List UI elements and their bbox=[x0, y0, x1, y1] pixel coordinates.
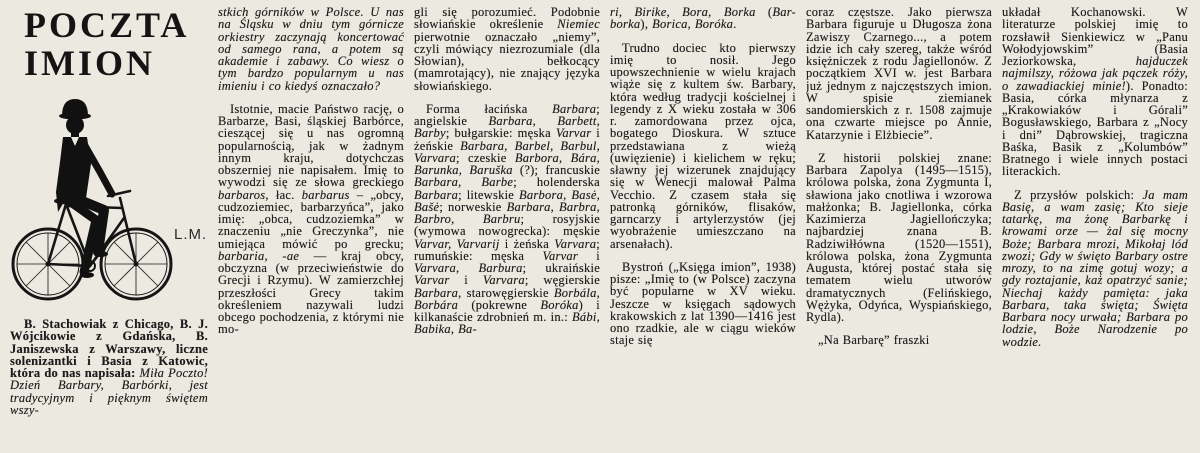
text-run: ri, Birike, Bora, Borka bbox=[610, 6, 756, 19]
paragraph bbox=[610, 42, 796, 250]
text-run: , łac. bbox=[265, 187, 302, 202]
cyclist-illustration bbox=[4, 92, 176, 304]
text-run: Barbara, Barbett, Barby bbox=[414, 114, 600, 141]
text-run: pierwotnie oznaczało „niemy”, czyli mówiący niezrozumiale (dla Słowian), bełkocący (mamrotający), nie znający języka słowiańskiego. bbox=[414, 29, 600, 93]
text-run: Barbora, Bára, Barunka, Baruška bbox=[414, 150, 600, 177]
text-run: Trudno dociec kto pierwszy imię to nosił. Jego upowszechnienie w wielu krajach wiąże się z kultem św. Barbary, która według tradycji kościelnej i legendy z X wieku została w 306 r. zamordowana przez ojca, bogatego Dioskura. W sztuce przedstawiana z wieżą (uwięzienie) i kielichem w ręku; sławny jej wizerunek znajdujący się w Wenecji malował Palma Vecchio. Z czasem stała się patronką górników, flisaków, garncarzy i artylerzystów (jej wyobrażenie umieszczano na arsenałach). bbox=[610, 40, 796, 251]
text-run: ; rosyjskie (wymowa nowogrecka): męskie bbox=[414, 212, 600, 239]
text-run: ; węgierskie bbox=[524, 273, 600, 288]
title-line-2: IMION bbox=[24, 43, 155, 83]
text-run: i żeńska bbox=[499, 236, 555, 251]
text-run: barbarus bbox=[301, 187, 350, 202]
text-run: ; norweskie bbox=[439, 199, 507, 214]
text-run: i bbox=[578, 248, 600, 263]
text-run: Z przysłów polskich: bbox=[1014, 187, 1143, 202]
text-run: – „obcy, cudzoziemiec, barbarzyńca”, jako imię: „obca, cudzoziemka” w znaczeniu „nie Greczynka”, nie umiejąca mówić po grecku; bbox=[218, 187, 404, 251]
paragraph bbox=[806, 152, 992, 324]
text-run: Barbara bbox=[552, 101, 597, 116]
text-run: (pokrewne bbox=[458, 297, 541, 312]
text-run: Istotnie, macie Państwo rację, o Barbarze, Basi, śląskiej Barbórce, cieszącej się u nas ogromną popularnością, jak w żadnym innym kraju, dotychczas obszerniej nie napisałem. Imię to wywodzi się ze słowa greckiego bbox=[218, 101, 404, 190]
paragraph bbox=[414, 103, 600, 336]
text-run: Borbála, Borbára bbox=[414, 285, 600, 312]
column-title bbox=[24, 6, 189, 82]
text-run: ; bułgarskie: męska bbox=[445, 126, 556, 141]
text-run: , starowęgierskie bbox=[458, 285, 554, 300]
paragraph bbox=[806, 6, 992, 141]
text-run: Forma łacińska bbox=[426, 101, 553, 116]
text-run: B. Stachowiak z Chicago, B. J. Wójcikowie z Gdańska, B. Janiszewska z Warszawy, liczne solenizantki i Basia z Katowic, która do nas napisała: bbox=[10, 318, 208, 380]
text-run: Bábi, Babika, Ba- bbox=[414, 310, 600, 337]
text-run: ). Ponadto: Basia, córka młynarza z „Krakowiaków i Górali” Bogusławskiego, Barbara z „Nocy i dni” Dąbrowskiej, tragiczna Baśka, Basik z „Kolumbów” Bratnego i wiele innych postaci literackich. bbox=[1002, 78, 1188, 179]
text-run: ; rumuńskie: męska bbox=[414, 236, 600, 263]
paragraph bbox=[610, 261, 796, 347]
text-run: ; litewskie bbox=[458, 187, 519, 202]
text-run: ; ukraińskie bbox=[522, 261, 600, 275]
text-run: Varvar, Varvarij bbox=[414, 236, 500, 251]
text-run: Barbara bbox=[414, 187, 459, 202]
paragraph bbox=[414, 6, 600, 92]
paragraph bbox=[218, 6, 404, 92]
text-run: gli się porozumieć. Podobnie słowiańskie określenie bbox=[414, 6, 600, 32]
text-run: Barbara, Barbra, Barbro, Barbru bbox=[414, 199, 600, 226]
text-run: stkich górników w Polsce. U nas na Śląsku w dniu tym górnicze orkiestry zaczynają koncertować od samego rana, a potem są akademie i zabawy. Co wiesz o tym bardzo popularnym u nas imieniu i co kiedyś oznaczało? bbox=[218, 6, 404, 93]
column-1 bbox=[10, 318, 208, 448]
text-run: układał Kochanowski. W literaturze polskiej imię to rozsławił Sienkiewicz w „Panu Wołodyjowskim” (Basia Jeziorkowska, bbox=[1002, 6, 1188, 68]
text-run: — kraj obcy, obczyzna (w przeciwieństwie do Grecji i Rzymu). W zamierzchłej przeszłości Grecy takim określeniem nazywali ludzi obcego pochodzenia, z którymi nie mo- bbox=[218, 248, 404, 337]
text-run: Barbara bbox=[414, 285, 459, 300]
text-run: Z historii polskiej znane: Barbara Zapolya (1495—1515), królowa polska, żona Zygmunta I, sławiona jako cnotliwa i wzorowa małżonka; B. Jagiellonka, córka Kazimierza Jagiellończyka; najbardziej znana B. Radziwiłłówna (1520—1551), królowa polska, żona Zygmunta Augusta, której postać stała się tematem wielu utworów dramatycznych (Felińskiego, Wężyka, Odyńca, Wyspiańskiego, Rydla). bbox=[806, 150, 992, 324]
text-run: Varvara, Barbura bbox=[414, 261, 523, 275]
text-run: barbaros bbox=[218, 187, 266, 202]
text-run: ; angielskie bbox=[414, 101, 600, 128]
text-run: Bystroń („Księga imion”, 1938) pisze: „Imię to (w Polsce) zaczyna być popularne w XV wieku. Jeszcze w księgach sądowych krakowskich z lat 1390—1416 jest ono rzadkie, ale w ciągu wieków staje się bbox=[610, 259, 796, 348]
text-run: i żeńskie bbox=[414, 126, 600, 153]
text-run: Ja mam Basię, a wam zasię; Kto sieje tatarkę, ma żonę Barbarkę i krowami orze — żal się mocny Boże; Barbara mrozi, Mikołaj lód zwozi; Gdy w święto Barbary ostre mrozy, to na zimę gotuj wozy; a gdy roztajanie, każ opatrzyć sanie; Niechaj każdy pamięta: jaka Barbara, taka święta; Święta Barbara nocy urwała; Barbara po lodzie, Boże Narodzenie po wodzie. bbox=[1002, 187, 1188, 349]
text-run: Barbora, Basė, Bašė bbox=[414, 187, 600, 214]
text-run: ), bbox=[640, 17, 653, 32]
text-run: Varvar bbox=[555, 126, 592, 141]
text-run: Bar-borka bbox=[610, 6, 796, 32]
paragraph bbox=[1002, 189, 1188, 348]
text-run: coraz częstsze. Jako pierwsza Barbara figuruje u Długosza żona Zawiszy Czarnego..., a potem idzie ich cały szereg, także wśród księżniczek z rodu Jagiellonów. Z początkiem XVI w. jest Barbara już jednym z najczęstszych imion. W spisie ziemianek sandomierskich z r. 1508 zajmuje ona czwarte miejsce po Annie, Katarzynie i Elżbiecie”. bbox=[806, 6, 992, 142]
text-run: Barbara, Barbel, Barbul, Varvara bbox=[414, 138, 600, 165]
text-run: „Na Barbarę” fraszki bbox=[818, 333, 930, 348]
title-line-1: POCZTA bbox=[24, 5, 190, 45]
text-run: hajduczek najmilszy, różowa jak pączek róży, o zawadiackiej minie! bbox=[1002, 54, 1188, 93]
text-run: Varvara bbox=[482, 273, 525, 288]
paragraph bbox=[10, 318, 208, 416]
text-run: (?); francuskie bbox=[512, 163, 600, 177]
paragraph bbox=[218, 103, 404, 336]
text-run: ) i kilkanaście zdrobnień m. in.: bbox=[414, 297, 600, 324]
paragraph bbox=[610, 6, 796, 31]
text-run: ; holenderska bbox=[513, 175, 600, 190]
author-signature: L.M. bbox=[174, 226, 208, 243]
paragraph bbox=[806, 334, 992, 346]
text-run: . bbox=[733, 17, 737, 32]
text-run: Barbara, Barbe bbox=[414, 175, 514, 190]
column-5 bbox=[806, 6, 992, 448]
text-run: Borica, Boróka bbox=[652, 17, 734, 32]
column-2 bbox=[218, 6, 404, 448]
paragraph bbox=[1002, 6, 1188, 178]
text-run: barbaria, -ae bbox=[218, 248, 300, 263]
text-run: ( bbox=[755, 6, 773, 19]
column-4 bbox=[610, 6, 796, 448]
text-run: Miła Poczto! Dzień Barbary, Barbórki, jest tradycyjnym i pięknym świętem wszy- bbox=[10, 366, 208, 417]
column-6 bbox=[1002, 6, 1188, 448]
text-run: Varvar bbox=[414, 273, 450, 288]
text-run: Varvara bbox=[554, 236, 597, 251]
text-run: ; czeskie bbox=[456, 150, 515, 165]
text-run: i bbox=[449, 273, 483, 288]
column-3 bbox=[414, 6, 600, 448]
text-run: Niemiec bbox=[557, 17, 600, 32]
text-run: Varvar bbox=[542, 248, 578, 263]
text-run: Boróka bbox=[540, 297, 579, 312]
